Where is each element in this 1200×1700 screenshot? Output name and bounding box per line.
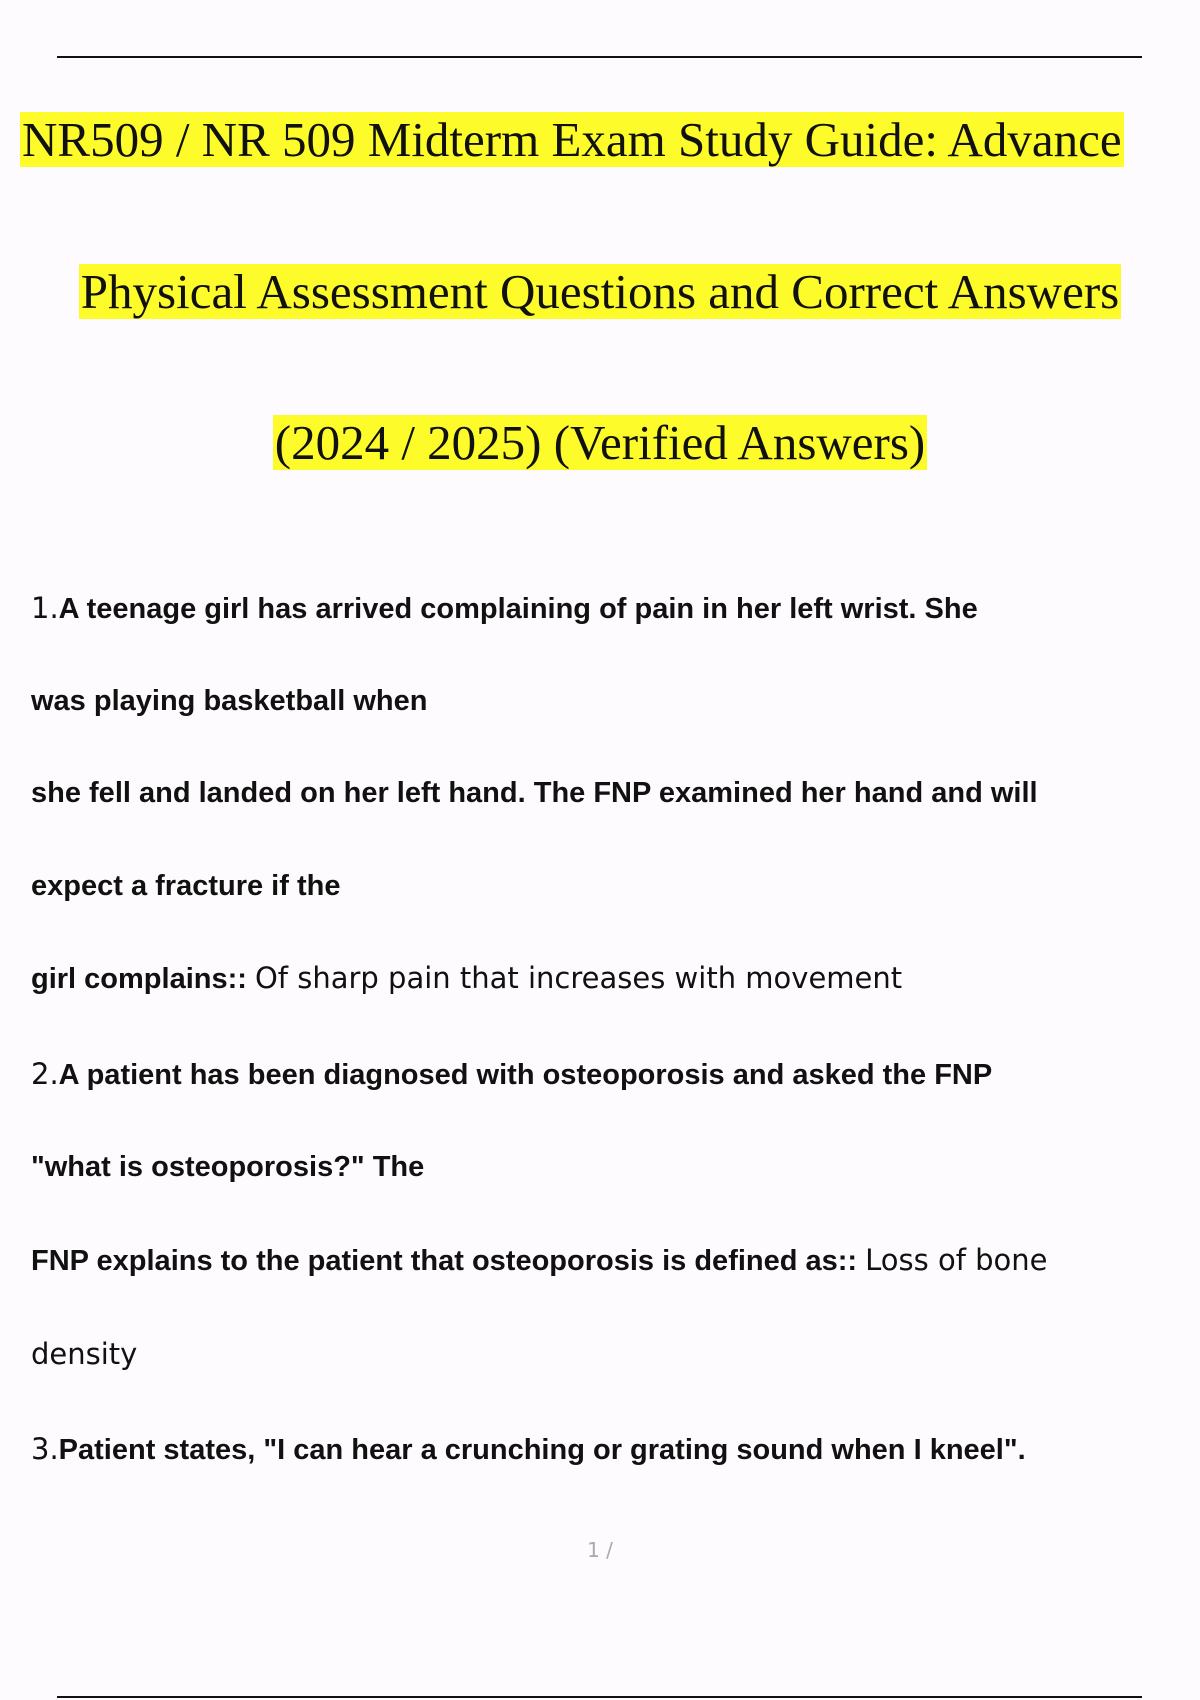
q2-number: 2. bbox=[31, 1057, 59, 1091]
q3-line-1: 3.Patient states, "I can hear a crunching or grating sound when I kneel". bbox=[31, 1432, 1026, 1466]
q1-line-1: 1.A teenage girl has arrived complaining of pain in her left wrist. She bbox=[31, 591, 978, 625]
q1-number: 1. bbox=[31, 591, 59, 625]
q2-line-3: FNP explains to the patient that osteoporosis is defined as:: Loss of bone bbox=[31, 1243, 1048, 1277]
q2-answer-cont: density bbox=[31, 1337, 138, 1371]
q2-line-1: 2.A patient has been diagnosed with osteoporosis and asked the FNP bbox=[31, 1057, 993, 1091]
q2-line-2: "what is osteoporosis?" The bbox=[31, 1151, 425, 1183]
title-line-1: NR509 / NR 509 Midterm Exam Study Guide: Advance bbox=[22, 112, 1122, 167]
q1-line-5: girl complains:: Of sharp pain that increases with movement bbox=[31, 961, 903, 995]
q1-line-3: she fell and landed on her left hand. The FNP examined her hand and will bbox=[31, 777, 1038, 809]
q1-line-4: expect a fracture if the bbox=[31, 870, 341, 902]
bottom-rule bbox=[57, 1696, 1142, 1698]
title-line-3: (2024 / 2025) (Verified Answers) bbox=[274, 415, 926, 470]
q2-answer: Loss of bone bbox=[865, 1243, 1048, 1277]
page-number: 1 / bbox=[587, 1538, 613, 1562]
q2-line-4 bbox=[31, 1334, 1181, 1375]
title-line-2: Physical Assessment Questions and Correct Answers bbox=[80, 264, 1120, 319]
top-rule bbox=[57, 56, 1142, 58]
q1-line-2: was playing basketball when bbox=[31, 685, 428, 717]
q1-answer: Of sharp pain that increases with movement bbox=[254, 961, 903, 995]
q3-number: 3. bbox=[31, 1432, 59, 1466]
